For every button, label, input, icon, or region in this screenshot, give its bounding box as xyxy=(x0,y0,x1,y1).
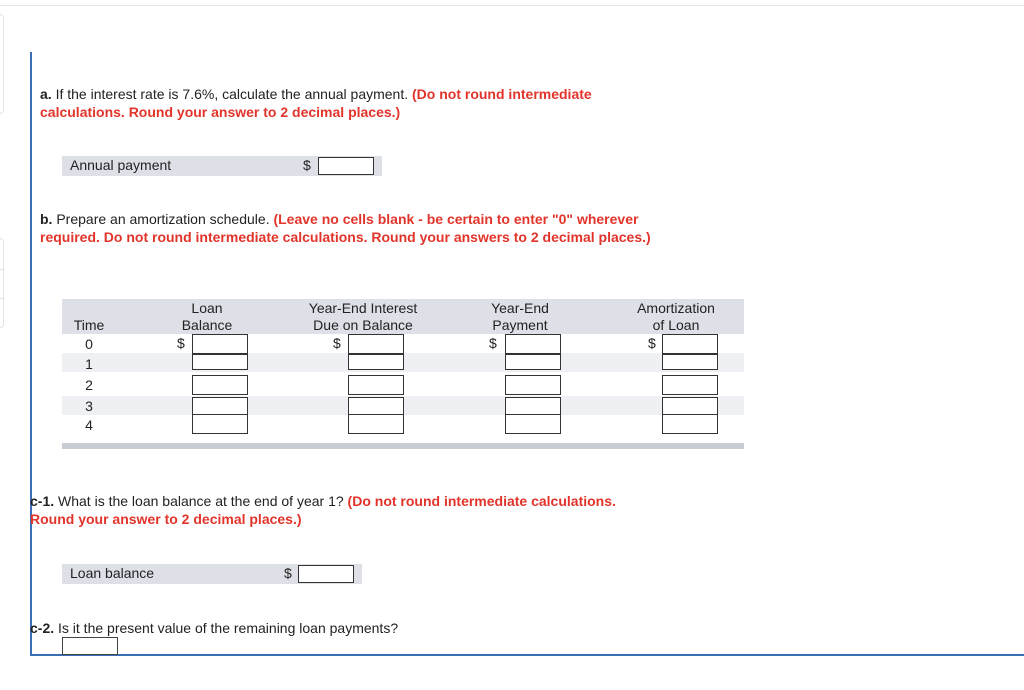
question-c1-label: c-1. xyxy=(30,493,55,509)
question-c1-instruction: (Do not round intermediate calculations. Round your answer to 2 decimal places.) xyxy=(30,493,616,527)
loan-balance-label: Loan balance xyxy=(70,565,155,581)
annual-payment-input[interactable] xyxy=(318,157,374,175)
question-bottom-border xyxy=(30,654,1024,656)
time-0: 0 xyxy=(85,336,93,352)
annual-payment-label: Annual payment xyxy=(70,157,172,173)
question-c2 xyxy=(30,619,650,637)
amortization-input-4[interactable] xyxy=(662,414,718,434)
amortization-input-3[interactable] xyxy=(662,397,718,415)
question-a-instruction: (Do not round intermediate calculations. Round your answer to 2 decimal places.) xyxy=(40,86,592,120)
amortization-currency: $ xyxy=(648,335,656,351)
amortization-input-1[interactable] xyxy=(662,354,718,370)
time-2: 2 xyxy=(85,377,93,393)
loan-balance-input-1[interactable] xyxy=(192,354,248,370)
side-tab-frame-2 xyxy=(0,238,4,328)
table-footer xyxy=(62,443,744,449)
question-b-instruction: (Leave no cells blank - be certain to enter "0" wherever required. Do not round intermediate calculations. Round your answers to 2 decimal places.) xyxy=(40,211,651,245)
payment-input-3[interactable] xyxy=(505,397,561,415)
question-c2-label: c-2. xyxy=(30,620,55,636)
question-left-border xyxy=(30,52,32,656)
annual-payment-currency: $ xyxy=(303,157,311,173)
question-c2-text: Is it the present value of the remaining loan payments? xyxy=(58,620,399,636)
side-tab-frame xyxy=(0,14,4,114)
header-payment-1: Year-End xyxy=(491,300,549,316)
loan-balance-input-4[interactable] xyxy=(192,414,248,434)
loan-balance-input-2[interactable] xyxy=(192,375,248,395)
question-a-text: If the interest rate is 7.6%, calculate the annual payment. xyxy=(55,86,409,102)
question-a-label: a. xyxy=(40,86,52,102)
header-loan-balance-2: Balance xyxy=(181,317,233,333)
amortization-input-2[interactable] xyxy=(662,375,718,395)
question-b-label: b. xyxy=(40,211,53,227)
time-1: 1 xyxy=(85,356,93,372)
payment-input-2[interactable] xyxy=(505,375,561,395)
interest-currency: $ xyxy=(333,335,341,351)
amortization-input-0[interactable] xyxy=(662,334,718,354)
question-b xyxy=(40,210,656,246)
header-time: Time xyxy=(73,317,105,333)
loan-balance-input-0[interactable] xyxy=(192,334,248,354)
present-value-answer-select[interactable] xyxy=(62,637,118,655)
payment-input-1[interactable] xyxy=(505,354,561,370)
question-a xyxy=(40,85,652,121)
payment-input-0[interactable] xyxy=(505,334,561,354)
question-b-text: Prepare an amortization schedule. xyxy=(56,211,270,227)
header-loan-balance-1: Loan xyxy=(191,300,223,316)
loan-balance-row-currency: $ xyxy=(284,565,292,581)
interest-input-3[interactable] xyxy=(348,397,404,415)
header-payment-2: Payment xyxy=(492,317,548,333)
loan-balance-currency: $ xyxy=(177,335,185,351)
payment-input-4[interactable] xyxy=(505,414,561,434)
loan-balance-answer-input[interactable] xyxy=(298,565,354,583)
top-divider xyxy=(0,5,1024,6)
time-3: 3 xyxy=(85,398,93,414)
time-4: 4 xyxy=(85,417,93,433)
header-amortization-2: of Loan xyxy=(652,317,700,333)
interest-input-4[interactable] xyxy=(348,414,404,434)
payment-currency: $ xyxy=(489,335,497,351)
interest-input-1[interactable] xyxy=(348,354,404,370)
interest-input-2[interactable] xyxy=(348,375,404,395)
question-c1-text: What is the loan balance at the end of year 1? xyxy=(58,493,344,509)
header-interest-1: Year-End Interest xyxy=(308,300,418,316)
header-interest-2: Due on Balance xyxy=(313,317,413,333)
question-c1 xyxy=(30,492,654,528)
loan-balance-input-3[interactable] xyxy=(192,397,248,415)
header-amortization-1: Amortization xyxy=(637,300,715,316)
interest-input-0[interactable] xyxy=(348,334,404,354)
